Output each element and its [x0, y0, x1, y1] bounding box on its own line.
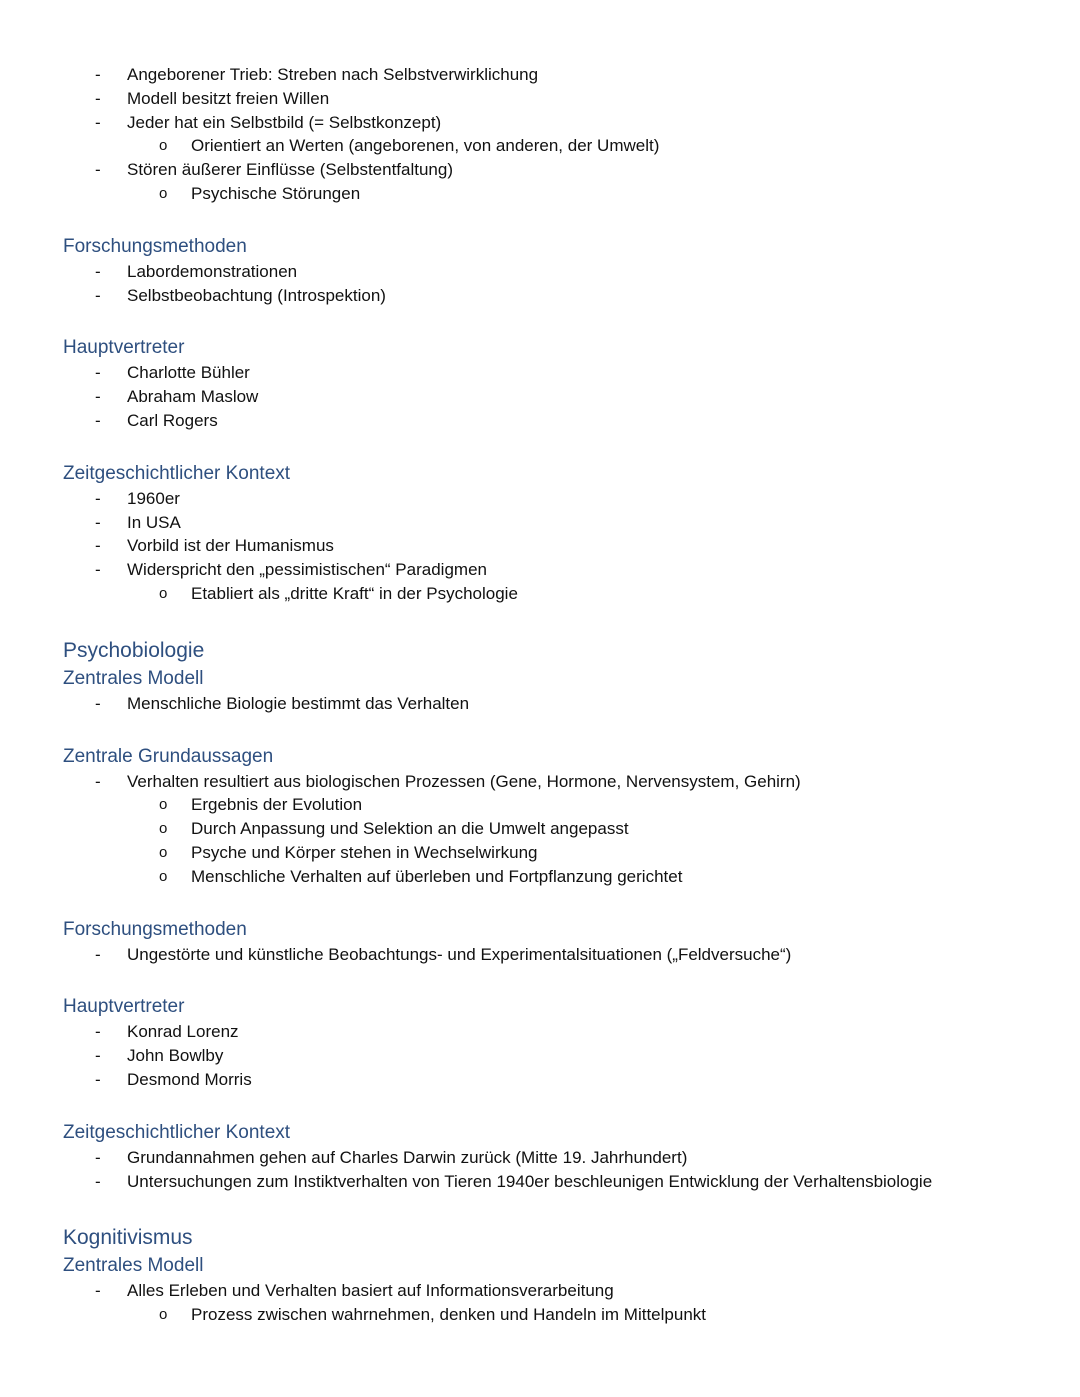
list-item-text: Durch Anpassung und Selektion an die Umwelt angepasst [191, 819, 629, 839]
list-item-text: Carl Rogers [127, 410, 218, 430]
list-item-text: Etabliert als „dritte Kraft“ in der Psychologie [191, 583, 518, 603]
sub-list-item [0, 841, 1080, 865]
dash-bullet: - [95, 1147, 101, 1167]
list-item [0, 511, 1080, 535]
list-item-text: Angeborener Trieb: Streben nach Selbstverwirklichung [127, 65, 539, 84]
dash-bullet: - [95, 560, 101, 580]
list-item [0, 943, 1080, 967]
top-list [0, 63, 1080, 206]
dash-bullet: - [95, 693, 101, 713]
circle-bullet: o [159, 843, 168, 861]
list-item [0, 770, 1080, 794]
dash-bullet: - [95, 112, 101, 132]
list-item [0, 1279, 1080, 1303]
section-heading-zentrales-modell: Zentrales Modell [63, 667, 204, 689]
sub-list-item [0, 134, 1080, 158]
list-item [0, 111, 1080, 135]
list-item [0, 1146, 1080, 1170]
list-item [0, 1044, 1080, 1068]
circle-bullet: o [159, 137, 168, 155]
list-item-text: Modell besitzt freien Willen [127, 88, 330, 108]
list-item [0, 361, 1080, 385]
sub-list-item [0, 793, 1080, 817]
sub-list-item [0, 582, 1080, 606]
list-item [0, 1020, 1080, 1044]
list-item [0, 63, 1080, 87]
dash-bullet: - [95, 88, 101, 108]
sub-list-item [0, 817, 1080, 841]
list-item-text: Psyche und Körper stehen in Wechselwirkung [191, 842, 538, 862]
list-item-text: Orientiert an Werten (angeborenen, von anderen, der Umwelt) [191, 136, 660, 156]
dash-bullet: - [95, 1171, 101, 1191]
dash-bullet: - [95, 65, 101, 84]
list-item-text: Selbstbeobachtung (Introspektion) [127, 285, 386, 305]
sub-list-item [0, 865, 1080, 889]
dash-bullet: - [95, 944, 101, 964]
list-item [0, 409, 1080, 433]
section-title-psychobiologie: Psychobiologie [63, 638, 205, 662]
circle-bullet: o [159, 820, 168, 838]
section-title-kognitivismus: Kognitivismus [63, 1226, 193, 1250]
list-item-text: Jeder hat ein Selbstbild (= Selbstkonzept) [127, 112, 442, 132]
list-item [0, 260, 1080, 284]
dash-bullet: - [95, 771, 101, 791]
list-item [0, 284, 1080, 308]
list-item-text: Prozess zwischen wahrnehmen, denken und Handeln im Mittelpunkt [191, 1305, 706, 1325]
circle-bullet: o [159, 584, 168, 602]
list-item-text: Vorbild ist der Humanismus [127, 536, 334, 556]
section-heading-kontext: Zeitgeschichtlicher Kontext [63, 1121, 291, 1143]
dash-bullet: - [95, 363, 101, 383]
dash-bullet: - [95, 387, 101, 407]
list-item-text: 1960er [127, 488, 180, 508]
list-item-text: Abraham Maslow [127, 387, 259, 407]
list-item-text: Alles Erleben und Verhalten basiert auf Informationsverarbeitung [127, 1281, 614, 1301]
list-item [0, 1068, 1080, 1092]
circle-bullet: o [159, 796, 168, 814]
sub-list-item [0, 182, 1080, 206]
list-item [0, 158, 1080, 182]
dash-bullet: - [95, 1046, 101, 1066]
list-item-text: Grundannahmen gehen auf Charles Darwin zurück (Mitte 19. Jahrhundert) [127, 1147, 688, 1167]
dash-bullet: - [95, 1069, 101, 1089]
section-heading-hauptvertreter: Hauptvertreter [63, 337, 185, 359]
dash-bullet: - [95, 1022, 101, 1042]
section-heading-zentrales-modell: Zentrales Modell [63, 1255, 204, 1277]
dash-bullet: - [95, 1281, 101, 1301]
circle-bullet: o [159, 867, 168, 885]
section-heading-kontext: Zeitgeschichtlicher Kontext [63, 462, 291, 484]
list-item-text: Desmond Morris [127, 1069, 252, 1089]
dash-bullet: - [95, 512, 101, 532]
dash-bullet: - [95, 488, 101, 508]
dash-bullet: - [95, 410, 101, 430]
list-item-text: Charlotte Bühler [127, 363, 250, 383]
dash-bullet: - [95, 160, 101, 180]
list-item [0, 385, 1080, 409]
list-item-text: Ungestörte und künstliche Beobachtungs- und Experimentalsituationen („Feldversuche“) [127, 944, 792, 964]
section-heading-forschungsmethoden: Forschungsmethoden [63, 918, 247, 940]
list-item-text: Stören äußerer Einflüsse (Selbstentfaltung) [127, 160, 454, 180]
dash-bullet: - [95, 536, 101, 556]
section-heading-forschungsmethoden: Forschungsmethoden [63, 235, 247, 257]
list-item [0, 534, 1080, 558]
dash-bullet: - [95, 261, 101, 281]
document-page [0, 63, 1080, 1327]
list-item [0, 558, 1080, 582]
list-item-text: Psychische Störungen [191, 183, 361, 203]
list-item-text: Verhalten resultiert aus biologischen Prozessen (Gene, Hormone, Nervensystem, Gehirn) [127, 771, 801, 791]
list-item-text: John Bowlby [127, 1046, 224, 1066]
list-item [0, 487, 1080, 511]
list-item-text: Konrad Lorenz [127, 1022, 239, 1042]
circle-bullet: o [159, 1306, 168, 1324]
list-item-text: In USA [127, 512, 181, 532]
list-item-text: Menschliche Verhalten auf überleben und Fortpflanzung gerichtet [191, 866, 683, 886]
sub-list-item [0, 1303, 1080, 1327]
list-item-text: Menschliche Biologie bestimmt das Verhalten [127, 693, 470, 713]
list-item [0, 1170, 1080, 1194]
list-item-text: Widerspricht den „pessimistischen“ Paradigmen [127, 560, 487, 580]
list-item [0, 692, 1080, 716]
section-heading-grundaussagen: Zentrale Grundaussagen [63, 745, 274, 767]
list-item [0, 87, 1080, 111]
list-item-text: Ergebnis der Evolution [191, 795, 363, 815]
dash-bullet: - [95, 285, 101, 305]
list-item-text: Labordemonstrationen [127, 261, 298, 281]
section-heading-hauptvertreter: Hauptvertreter [63, 996, 185, 1018]
list-item-text: Untersuchungen zum Instiktverhalten von Tieren 1940er beschleunigen Entwicklung der Verhaltensbiologie [127, 1171, 933, 1191]
circle-bullet: o [159, 184, 168, 202]
